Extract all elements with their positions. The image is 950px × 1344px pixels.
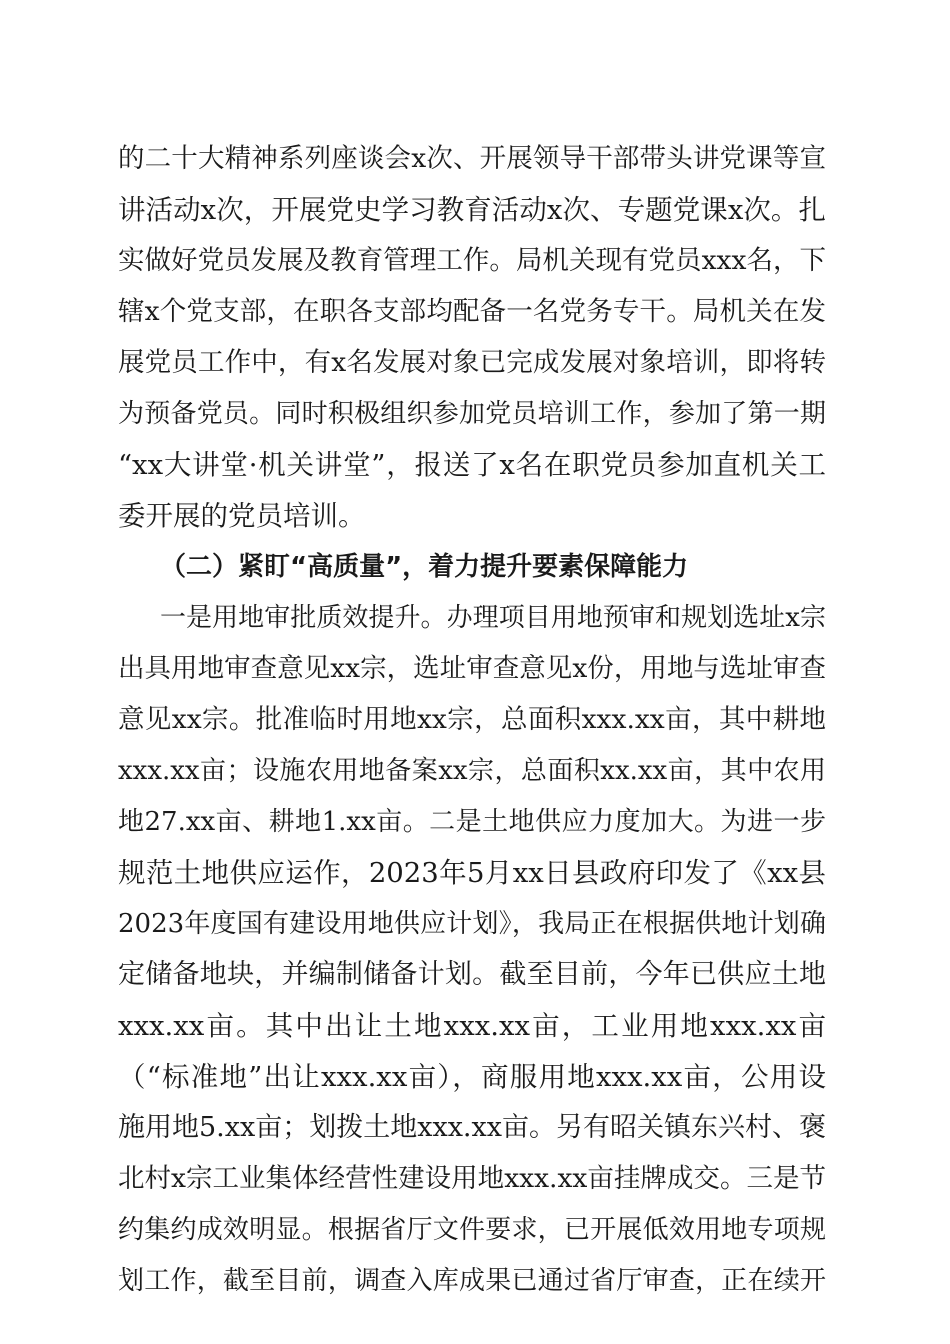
- body-text-line: （“标准地”出让xxx.xx亩），商服用地xxx.xx亩，公用设: [118, 1061, 826, 1093]
- body-text-line: 辖x个党支部，在职各支部均配备一名党务专干。局机关在发: [118, 296, 826, 327]
- body-text-line: 约集约成效明显。根据省厅文件要求，已开展低效用地专项规: [118, 1215, 826, 1245]
- section-heading: （二）紧盯“高质量”，着力提升要素保障能力: [160, 552, 689, 582]
- body-text-line: 实做好党员发展及教育管理工作。局机关现有党员xxx名，下: [118, 245, 826, 276]
- body-text-line: 一是用地审批质效提升。办理项目用地预审和规划选址x宗: [160, 603, 826, 633]
- body-text-line: 意见xx宗。批准临时用地xx宗，总面积xxx.xx亩，其中耕地: [118, 704, 826, 735]
- body-text-line: 2023年度国有建设用地供应计划》，我局正在根据供地计划确: [118, 909, 826, 939]
- body-text-line: xxx.xx亩；设施农用地备案xx宗，总面积xx.xx亩，其中农用: [118, 756, 826, 786]
- body-text-line: 施用地5.xx亩；划拨土地xxx.xx亩。另有昭关镇东兴村、褒: [118, 1112, 826, 1143]
- body-text-line: 委开展的党员培训。: [118, 500, 366, 532]
- body-text-line: 北村x宗工业集体经营性建设用地xxx.xx亩挂牌成交。三是节: [118, 1163, 826, 1194]
- body-text-line: 的二十大精神系列座谈会x次、开展领导干部带头讲党课等宣: [118, 143, 826, 174]
- body-text-line: 划工作，截至目前，调查入库成果已通过省厅审查，正在续开: [118, 1266, 826, 1296]
- body-text-line: “xx大讲堂·机关讲堂”，报送了x名在职党员参加直机关工: [118, 449, 826, 481]
- body-text-line: 为预备党员。同时积极组织参加党员培训工作，参加了第一期: [118, 399, 826, 429]
- body-text-line: 展党员工作中，有x名发展对象已完成发展对象培训，即将转: [118, 347, 826, 378]
- body-text-line: 定储备地块，并编制储备计划。截至目前，今年已供应土地: [118, 959, 826, 990]
- body-text-line: 规范土地供应运作，2023年5月xx日县政府印发了《xx县: [118, 857, 826, 889]
- body-text-line: xxx.xx亩。其中出让土地xxx.xx亩，工业用地xxx.xx亩: [118, 1010, 826, 1042]
- body-text-line: 地27.xx亩、耕地1.xx亩。二是土地供应力度加大。为进一步: [118, 807, 826, 837]
- body-text-line: 讲活动x次，开展党史学习教育活动x次、专题党课x次。扎: [118, 194, 826, 226]
- body-text-line: 出具用地审查意见xx宗，选址审查意见x份，用地与选址审查: [118, 653, 826, 684]
